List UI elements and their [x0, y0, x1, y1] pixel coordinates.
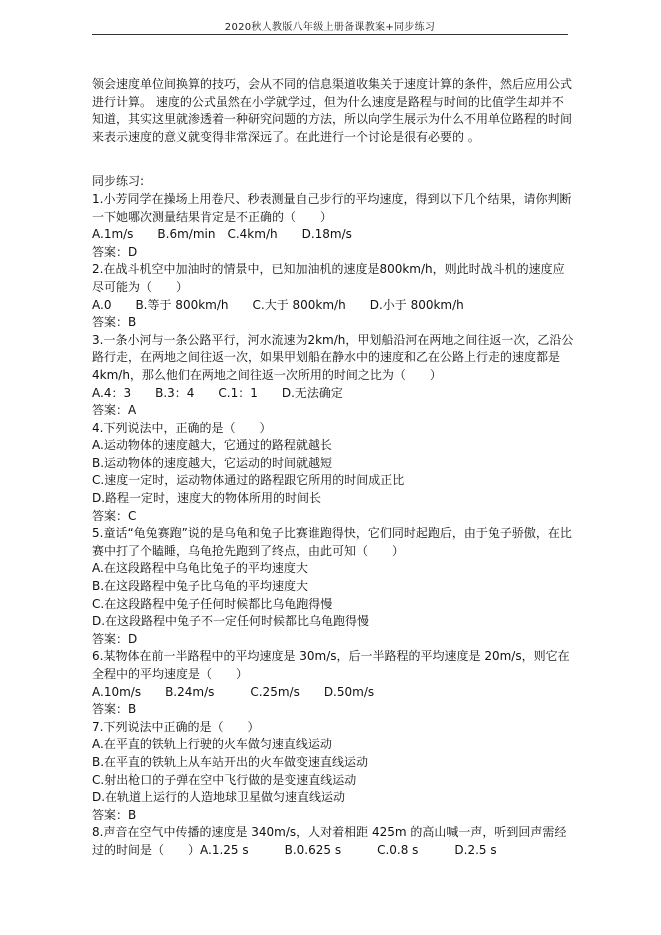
- option-d: D.在这段路程中兔子不一定任何时候都比乌龟跑得慢: [92, 614, 370, 629]
- question-answer: 答案：B: [92, 807, 137, 822]
- section-title: 同步练习:: [92, 174, 145, 189]
- question-text: 8.声音在空气中传播的速度是 340m/s，人对着相距 425m 的高山喊一声，听到回声需经过的时间是（ ）A.1.25 s B.0.625 s C.0.8 s D.2.5 s: [92, 825, 567, 857]
- question-options: A.1m/s B.6m/min C.4km/h D.18m/s: [92, 227, 352, 242]
- question-options: A.0 B.等于 800km/h C.大于 800km/h D.小于 800km/h: [92, 297, 464, 312]
- header-divider: [92, 34, 568, 35]
- page-header: 2020秋人教版八年级上册备课教案+同步练习: [224, 22, 436, 33]
- option-a: A.在这段路程中乌龟比兔子的平均速度大: [92, 561, 308, 576]
- question-text: 2.在战斗机空中加油时的情景中，已知加油机的速度是800km/h，则此时战斗机的速度应尽可能为（ ）: [92, 262, 565, 294]
- question-text: 1.小芳同学在操场上用卷尺、秒表测量自己步行的平均速度，得到以下几个结果，请你判断一下她哪次测量结果肯定是不正确的（ ）: [92, 191, 572, 224]
- question-7: [92, 719, 574, 825]
- question-6: [92, 648, 574, 718]
- intro-paragraph: 领会速度单位间换算的技巧，会从不同的信息渠道收集关于速度计算的条件，然后应用公式进行计算。 速度的公式虽然在小学就学过，但为什么速度是路程与时间的比值学生却并不知道，其实这里就渗透着一种研究问题的方法，所以向学生展示为什么不用单位路程的时间来表示速度的意义就变得非常深远了。在此进行一个讨论是很有必要的 。: [92, 77, 573, 144]
- option-b: B.在平直的铁轨上从车站开出的火车做变速直线运动: [92, 754, 369, 769]
- option-c: C.在这段路程中兔子任何时候都比乌龟跑得慢: [92, 596, 333, 611]
- question-options: A.4：3 B.3：4 C.1：1 D.无法确定: [92, 385, 343, 400]
- spacer: [92, 146, 574, 173]
- question-text: 7.下列说法中正确的是（ ）: [92, 719, 260, 734]
- question-answer: 答案：B: [92, 315, 137, 330]
- question-text: 6.某物体在前一半路程中的平均速度是 30m/s，后一半路程的平均速度是 20m/s，则它在全程中的平均速度是（ ）: [92, 649, 570, 681]
- option-c: C.射出枪口的子弹在空中飞行做的是变速直线运动: [92, 772, 357, 787]
- question-answer: 答案：B: [92, 702, 137, 717]
- question-answer: 答案：C: [92, 508, 137, 523]
- question-options: A.10m/s B.24m/s C.25m/s D.50m/s: [92, 684, 375, 699]
- option-d: D.在轨道上运行的人造地球卫星做匀速直线运动: [92, 790, 346, 805]
- question-8: [92, 824, 574, 859]
- question-5: [92, 525, 574, 648]
- document-body: [92, 76, 574, 860]
- question-answer: 答案：A: [92, 403, 137, 418]
- option-a: A.在平直的铁轨上行驶的火车做匀速直线运动: [92, 737, 332, 752]
- question-answer: 答案：D: [92, 244, 138, 259]
- option-d: D.路程一定时，速度大的物体所用的时间长: [92, 491, 322, 506]
- question-text: 5.童话“龟兔赛跑”说的是乌龟和兔子比赛谁跑得快，它们同时起跑后，由于兔子骄傲，在比赛中打了个瞌睡，乌龟抢先跑到了终点，由此可知（ ）: [92, 526, 572, 558]
- question-4: [92, 420, 574, 526]
- option-b: B.运动物体的速度越大，它运动的时间就越短: [92, 455, 333, 470]
- question-2: [92, 261, 574, 331]
- option-a: A.运动物体的速度越大，它通过的路程就越长: [92, 438, 332, 453]
- option-b: B.在这段路程中兔子比乌龟的平均速度大: [92, 579, 309, 594]
- question-1: [92, 191, 574, 261]
- question-3: [92, 332, 574, 420]
- question-text: 4.下列说法中，正确的是（ ）: [92, 420, 272, 435]
- question-text: 3.一条小河与一条公路平行，河水流速为2km/h，甲划船沿河在两地之间往返一次，乙沿公路行走，在两地之间往返一次，如果甲划船在静水中的速度和乙在公路上行走的速度都是4km/h，那么他们在两地之间往返一次所用的时间之比为（ ）: [92, 332, 574, 382]
- option-c: C.速度一定时，运动物体通过的路程跟它所用的时间成正比: [92, 473, 405, 488]
- question-answer: 答案：D: [92, 631, 138, 646]
